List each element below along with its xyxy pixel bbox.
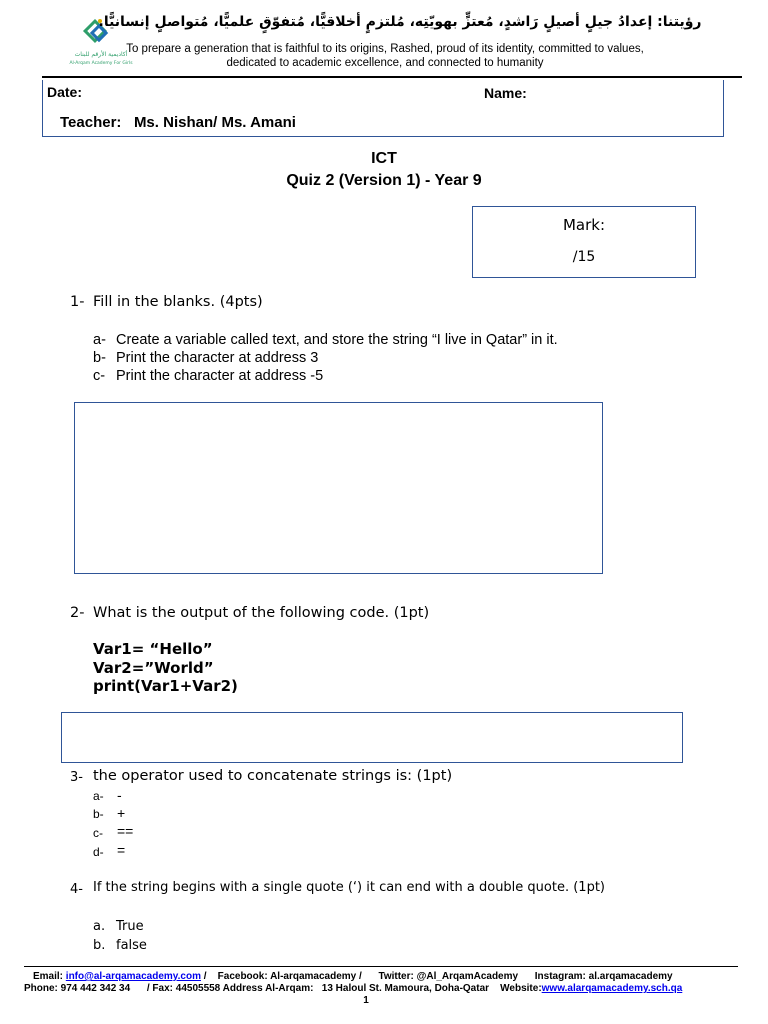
vision-arabic: رؤيتنا: إعدادُ جيلٍ أصيلٍ رَاشدٍ، مُعتزٍّ بهويّتِه، مُلتزمٍ أخلاقيًّا، مُتفوّقٍ علميًّا، مُتواصلٍ إنسانيًّا. bbox=[98, 14, 702, 30]
q3-option-letter: b- bbox=[93, 807, 104, 821]
instagram-text: Instagram: al.arqamacademy bbox=[534, 971, 673, 982]
q3-option-letter: c- bbox=[93, 826, 103, 840]
website-link[interactable]: www.alarqamacademy.sch.qa bbox=[541, 983, 683, 994]
teacher-label: Teacher: bbox=[60, 114, 122, 131]
q4-option-letter: a. bbox=[93, 919, 106, 934]
q3-option-letter: a- bbox=[93, 789, 104, 803]
vision-english bbox=[40, 42, 730, 70]
teacher-line bbox=[60, 114, 296, 131]
date-label: Date: bbox=[47, 84, 83, 100]
q2-number: 2- bbox=[70, 605, 85, 621]
subject-title: ICT bbox=[371, 150, 397, 167]
q2-text: What is the output of the following code. (1pt) bbox=[93, 605, 430, 621]
footer-line1 bbox=[33, 971, 673, 982]
footer-line2 bbox=[24, 983, 682, 994]
svg-text:أكاديمية الأرقم للبنات: أكاديمية الأرقم للبنات bbox=[74, 51, 128, 58]
facebook-text: Facebook: Al-arqamacademy / bbox=[217, 971, 362, 982]
q3-text: the operator used to concatenate strings is: (1pt) bbox=[93, 768, 453, 784]
q1-item-text: Create a variable called text, and store the string “I live in Qatar” in it. bbox=[116, 332, 558, 348]
q1-answer-box[interactable] bbox=[74, 402, 603, 574]
q1-item-letter: c- bbox=[93, 368, 106, 384]
phone-text: Phone: 974 442 342 34 bbox=[24, 983, 131, 994]
teacher-name: Ms. Nishan/ Ms. Amani bbox=[133, 114, 296, 131]
email-label: Email: bbox=[33, 971, 64, 982]
q1-item-letter: b- bbox=[93, 350, 106, 366]
q3-number: 3- bbox=[70, 770, 83, 785]
website-label: Website: bbox=[500, 983, 542, 994]
header-divider bbox=[42, 76, 742, 78]
address-text: 13 Haloul St. Mamoura, Doha-Qatar bbox=[321, 983, 490, 994]
page-number: 1 bbox=[363, 995, 369, 1006]
q1-item-text: Print the character at address -5 bbox=[116, 368, 324, 384]
q1-text: Fill in the blanks. (4pts) bbox=[93, 294, 263, 310]
name-label: Name: bbox=[484, 85, 527, 101]
q1-number: 1- bbox=[70, 294, 85, 310]
vision-english-line1: To prepare a generation that is faithful to its origins, Rashed, proud of its identity, committed to values, bbox=[126, 43, 644, 55]
q2-answer-box[interactable] bbox=[61, 712, 683, 763]
q3-option[interactable]: + bbox=[117, 805, 126, 821]
q3-option[interactable]: == bbox=[117, 823, 134, 839]
q4-option[interactable]: True bbox=[116, 919, 144, 934]
q3-option[interactable]: = bbox=[117, 842, 126, 858]
svg-text:Al-Arqam Academy For Girls: Al-Arqam Academy For Girls bbox=[69, 61, 133, 66]
q2-code-line: Var2=”World” bbox=[93, 659, 214, 677]
footer-separator: / bbox=[203, 971, 207, 982]
q1-item-letter: a- bbox=[93, 332, 106, 348]
q1-item-text: Print the character at address 3 bbox=[116, 350, 319, 366]
q4-text: If the string begins with a single quote (‘) it can end with a double quote. (1pt) bbox=[93, 880, 605, 895]
q4-option[interactable]: false bbox=[116, 938, 147, 953]
vision-english-line2: dedicated to academic excellence, and connected to humanity bbox=[226, 57, 544, 69]
mark-label: Mark: bbox=[562, 216, 606, 234]
footer-divider bbox=[24, 966, 738, 967]
q3-option-letter: d- bbox=[93, 845, 104, 859]
q3-option[interactable]: - bbox=[117, 787, 122, 803]
q2-code-line: Var1= “Hello” bbox=[93, 640, 213, 658]
quiz-title: Quiz 2 (Version 1) - Year 9 bbox=[286, 172, 482, 189]
fax-text: / Fax: 44505558 Address Al-Arqam: bbox=[146, 983, 314, 994]
twitter-text: Twitter: @Al_ArqamAcademy bbox=[378, 971, 519, 982]
email-link[interactable]: info@al-arqamacademy.com bbox=[65, 971, 201, 982]
q2-code-line: print(Var1+Var2) bbox=[93, 677, 238, 695]
q4-option-letter: b. bbox=[93, 938, 106, 953]
mark-value: /15 bbox=[572, 249, 596, 265]
q4-number: 4- bbox=[70, 882, 83, 897]
